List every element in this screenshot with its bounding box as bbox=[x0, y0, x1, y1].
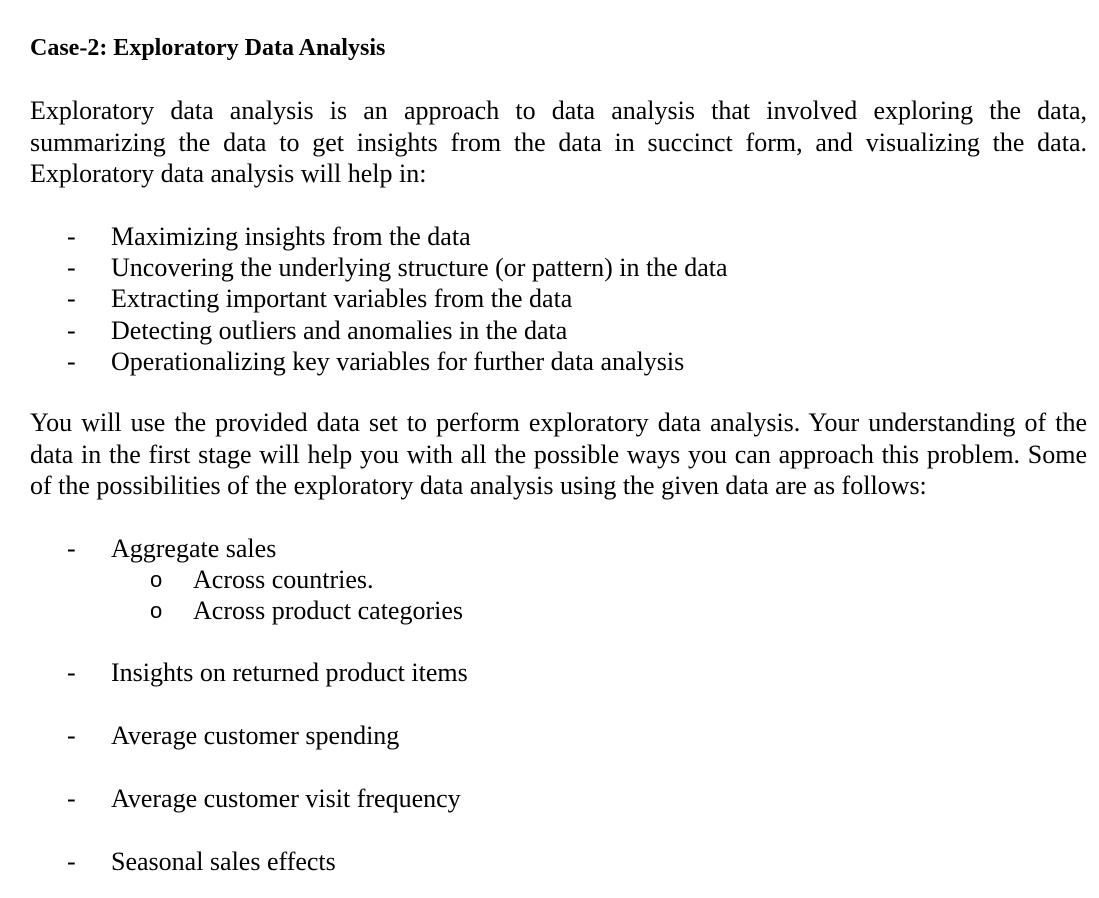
intro-line: Exploratory data analysis will help in: bbox=[30, 159, 427, 188]
list-item-text: Uncovering the underlying structure (or pattern) in the data bbox=[111, 253, 728, 282]
dash-marker: - bbox=[67, 534, 76, 563]
dash-marker: - bbox=[67, 721, 76, 750]
list-item-text: Operationalizing key variables for further data analysis bbox=[111, 347, 685, 376]
dash-marker: - bbox=[67, 316, 76, 345]
intro-paragraph bbox=[30, 95, 1087, 190]
list-item-text: Average customer spending bbox=[111, 721, 400, 750]
dash-marker: - bbox=[67, 253, 76, 282]
dash-marker: - bbox=[67, 658, 76, 687]
usage-line: of the possibilities of the exploratory data analysis using the given data are as follows: bbox=[30, 471, 927, 500]
document-title: Case-2: Exploratory Data Analysis bbox=[30, 35, 386, 61]
list-item-text: Average customer visit frequency bbox=[111, 784, 461, 813]
intro-line: summarizing the data to get insights from the data in succinct form, and visualizing the data. bbox=[30, 127, 1087, 157]
dash-marker: - bbox=[67, 347, 76, 376]
intro-line: Exploratory data analysis is an approach to data analysis that involved exploring the data, bbox=[30, 96, 1087, 125]
list-item-text: Seasonal sales effects bbox=[111, 847, 336, 876]
circle-bullet-icon: o bbox=[150, 598, 163, 623]
usage-line: You will use the provided data set to perform exploratory data analysis. Your understanding of the bbox=[30, 408, 1087, 437]
sub-list-item-text: Across countries. bbox=[193, 565, 374, 594]
dash-marker: - bbox=[67, 222, 76, 251]
usage-line: data in the first stage will help you with all the possible ways you can approach this problem. Some bbox=[30, 439, 1087, 469]
sub-list-item-text: Across product categories bbox=[193, 596, 464, 625]
list-item-text: Maximizing insights from the data bbox=[111, 222, 471, 251]
circle-bullet-icon: o bbox=[150, 567, 163, 592]
list-item-text: Aggregate sales bbox=[111, 534, 277, 563]
dash-marker: - bbox=[67, 847, 76, 876]
list-item-text: Detecting outliers and anomalies in the data bbox=[111, 316, 568, 345]
list-item-text: Insights on returned product items bbox=[111, 658, 468, 687]
dash-marker: - bbox=[67, 784, 76, 813]
dash-marker: - bbox=[67, 284, 76, 313]
list-item-text: Extracting important variables from the data bbox=[111, 284, 573, 313]
usage-paragraph bbox=[30, 407, 1087, 502]
